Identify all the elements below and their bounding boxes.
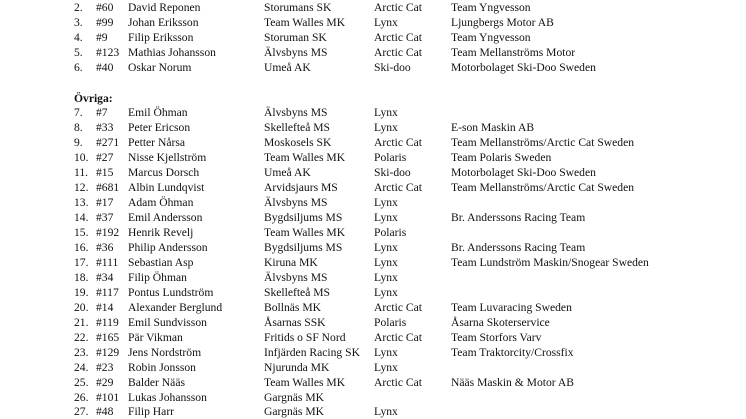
club: Arvidsjaurs MS: [264, 181, 338, 194]
club: Bygdsiljums MS: [264, 211, 343, 224]
position: 24.: [74, 361, 89, 374]
position: 15.: [74, 226, 89, 239]
position: 14.: [74, 211, 89, 224]
club: Team Walles MK: [264, 16, 346, 29]
team: Nääs Maskin & Motor AB: [451, 376, 575, 389]
brand: Lynx: [374, 16, 398, 29]
position: 5.: [74, 46, 83, 59]
driver-name: Filip Öhman: [128, 271, 187, 284]
brand: Arctic Cat: [374, 31, 422, 44]
position: 23.: [74, 346, 89, 359]
start-number: #123: [96, 46, 120, 59]
start-number: #117: [96, 286, 119, 299]
position: 3.: [74, 16, 83, 29]
brand: Polaris: [374, 226, 407, 239]
position: 26.: [74, 391, 89, 404]
result-row: [0, 210, 746, 225]
team: Team Lundström Maskin/Snogear Sweden: [451, 256, 649, 269]
position: 25.: [74, 376, 89, 389]
team: Br. Anderssons Racing Team: [451, 241, 586, 254]
result-row: [0, 195, 746, 210]
brand: Lynx: [374, 211, 398, 224]
club: Bygdsiljums MS: [264, 241, 343, 254]
driver-name: Oskar Norum: [128, 61, 192, 74]
club: Moskosels SK: [264, 136, 332, 149]
team: E-son Maskin AB: [451, 121, 535, 134]
brand: Arctic Cat: [374, 301, 422, 314]
driver-name: Pär Vikman: [128, 331, 183, 344]
result-row: [0, 0, 746, 15]
start-number: #37: [96, 211, 114, 224]
club: Älvsbyns MS: [264, 106, 328, 119]
brand: Lynx: [374, 405, 398, 418]
result-row: [0, 225, 746, 240]
start-number: #27: [96, 151, 114, 164]
result-row: [0, 404, 746, 419]
club: Umeå AK: [264, 166, 311, 179]
driver-name: Robin Jonsson: [128, 361, 196, 374]
driver-name: Balder Nääs: [128, 376, 185, 389]
team: Team Polaris Sweden: [451, 151, 552, 164]
driver-name: Nisse Kjellström: [128, 151, 207, 164]
brand: Arctic Cat: [374, 331, 422, 344]
result-row: [0, 375, 746, 390]
club: Kiruna MK: [264, 256, 318, 269]
result-row: [0, 300, 746, 315]
brand: Lynx: [374, 106, 398, 119]
team: Team Mellanströms/Arctic Cat Sweden: [451, 181, 635, 194]
driver-name: Adam Öhman: [128, 196, 194, 209]
start-number: #15: [96, 166, 114, 179]
start-number: #36: [96, 241, 114, 254]
driver-name: Mathias Johansson: [128, 46, 216, 59]
driver-name: Lukas Johansson: [128, 391, 207, 404]
club: Älvsbyns MS: [264, 271, 328, 284]
team: Ljungbergs Motor AB: [451, 16, 554, 29]
driver-name: Emil Andersson: [128, 211, 203, 224]
start-number: #60: [96, 1, 114, 14]
club: Skellefteå MS: [264, 121, 331, 134]
start-number: #7: [96, 106, 108, 119]
position: 21.: [74, 316, 89, 329]
result-row: [0, 30, 746, 45]
brand: Lynx: [374, 121, 398, 134]
start-number: #48: [96, 405, 114, 418]
brand: Arctic Cat: [374, 181, 422, 194]
club: Åsarnas SSK: [264, 316, 326, 329]
driver-name: Peter Ericson: [128, 121, 191, 134]
team: Motorbolaget Ski-Doo Sweden: [451, 166, 596, 179]
driver-name: Filip Eriksson: [128, 31, 194, 44]
result-row: [0, 285, 746, 300]
driver-name: Pontus Lundström: [128, 286, 214, 299]
club: Älvsbyns MS: [264, 46, 328, 59]
brand: Polaris: [374, 316, 407, 329]
brand: Arctic Cat: [374, 1, 422, 14]
driver-name: Alexander Berglund: [128, 301, 223, 314]
start-number: #17: [96, 196, 114, 209]
driver-name: Albin Lundqvist: [128, 181, 205, 194]
result-row: [0, 180, 746, 195]
team: Team Traktorcity/Crossfix: [451, 346, 574, 359]
result-row: [0, 315, 746, 330]
brand: Arctic Cat: [374, 376, 422, 389]
brand: Lynx: [374, 271, 398, 284]
position: 19.: [74, 286, 89, 299]
result-row: [0, 150, 746, 165]
club: Älvsbyns MS: [264, 196, 328, 209]
position: 20.: [74, 301, 89, 314]
start-number: #34: [96, 271, 114, 284]
position: 2.: [74, 1, 83, 14]
club: Gargnäs MK: [264, 405, 325, 418]
club: Storuman SK: [264, 31, 327, 44]
result-row: [0, 45, 746, 60]
start-number: #14: [96, 301, 114, 314]
club: Umeå AK: [264, 61, 311, 74]
club: Bollnäs MK: [264, 301, 322, 314]
brand: Lynx: [374, 256, 398, 269]
team: Åsarna Skoterservice: [451, 316, 550, 329]
club: Skellefteå MS: [264, 286, 331, 299]
start-number: #9: [96, 31, 108, 44]
start-number: #271: [96, 136, 120, 149]
section-heading: Övriga:: [74, 92, 113, 105]
result-row: [0, 390, 746, 405]
club: Team Walles MK: [264, 226, 346, 239]
result-row: [0, 165, 746, 180]
brand: Arctic Cat: [374, 136, 422, 149]
club: Infjärden Racing SK: [264, 346, 360, 359]
position: 7.: [74, 106, 83, 119]
result-row: [0, 240, 746, 255]
start-number: #681: [96, 181, 120, 194]
start-number: #129: [96, 346, 120, 359]
driver-name: Filip Harr: [128, 405, 175, 418]
driver-name: Emil Sundvisson: [128, 316, 207, 329]
result-row: [0, 345, 746, 360]
team: Team Mellanströms/Arctic Cat Sweden: [451, 136, 635, 149]
position: 27.: [74, 405, 89, 418]
team: Motorbolaget Ski-Doo Sweden: [451, 61, 596, 74]
brand: Ski-doo: [374, 61, 411, 74]
position: 22.: [74, 331, 89, 344]
brand: Polaris: [374, 151, 407, 164]
start-number: #29: [96, 376, 114, 389]
position: 11.: [74, 166, 89, 179]
driver-name: David Reponen: [128, 1, 201, 14]
driver-name: Marcus Dorsch: [128, 166, 200, 179]
start-number: #40: [96, 61, 114, 74]
position: 9.: [74, 136, 83, 149]
club: Storumans SK: [264, 1, 332, 14]
team: Team Storfors Varv: [451, 331, 542, 344]
driver-name: Philip Andersson: [128, 241, 208, 254]
driver-name: Sebastian Asp: [128, 256, 194, 269]
club: Fritids o SF Nord: [264, 331, 346, 344]
driver-name: Petter Nårsa: [128, 136, 185, 149]
driver-name: Henrik Revelj: [128, 226, 194, 239]
driver-name: Jens Nordström: [128, 346, 202, 359]
club: Team Walles MK: [264, 376, 346, 389]
start-number: #101: [96, 391, 120, 404]
result-row: [0, 105, 746, 120]
position: 17.: [74, 256, 89, 269]
brand: Lynx: [374, 241, 398, 254]
start-number: #192: [96, 226, 120, 239]
position: 8.: [74, 121, 83, 134]
result-row: [0, 135, 746, 150]
result-row: [0, 255, 746, 270]
start-number: #165: [96, 331, 120, 344]
brand: Ski-doo: [374, 166, 411, 179]
position: 16.: [74, 241, 89, 254]
position: 6.: [74, 61, 83, 74]
team: Team Yngvesson: [451, 1, 531, 14]
club: Gargnäs MK: [264, 391, 325, 404]
brand: Lynx: [374, 286, 398, 299]
result-row: [0, 120, 746, 135]
start-number: #99: [96, 16, 114, 29]
start-number: #111: [96, 256, 119, 269]
result-row: [0, 360, 746, 375]
position: 12.: [74, 181, 89, 194]
team: Team Yngvesson: [451, 31, 531, 44]
team: Team Luvaracing Sweden: [451, 301, 572, 314]
position: 10.: [74, 151, 89, 164]
driver-name: Johan Eriksson: [128, 16, 199, 29]
result-row: [0, 270, 746, 285]
result-row: [0, 330, 746, 345]
position: 4.: [74, 31, 83, 44]
brand: Arctic Cat: [374, 46, 422, 59]
start-number: #23: [96, 361, 114, 374]
result-row: [0, 60, 746, 75]
driver-name: Emil Öhman: [128, 106, 188, 119]
result-row: [0, 15, 746, 30]
brand: Lynx: [374, 361, 398, 374]
brand: Lynx: [374, 346, 398, 359]
start-number: #33: [96, 121, 114, 134]
position: 18.: [74, 271, 89, 284]
club: Team Walles MK: [264, 151, 346, 164]
club: Njurunda MK: [264, 361, 330, 374]
start-number: #119: [96, 316, 119, 329]
position: 13.: [74, 196, 89, 209]
team: Br. Anderssons Racing Team: [451, 211, 586, 224]
team: Team Mellanströms Motor: [451, 46, 576, 59]
brand: Lynx: [374, 196, 398, 209]
